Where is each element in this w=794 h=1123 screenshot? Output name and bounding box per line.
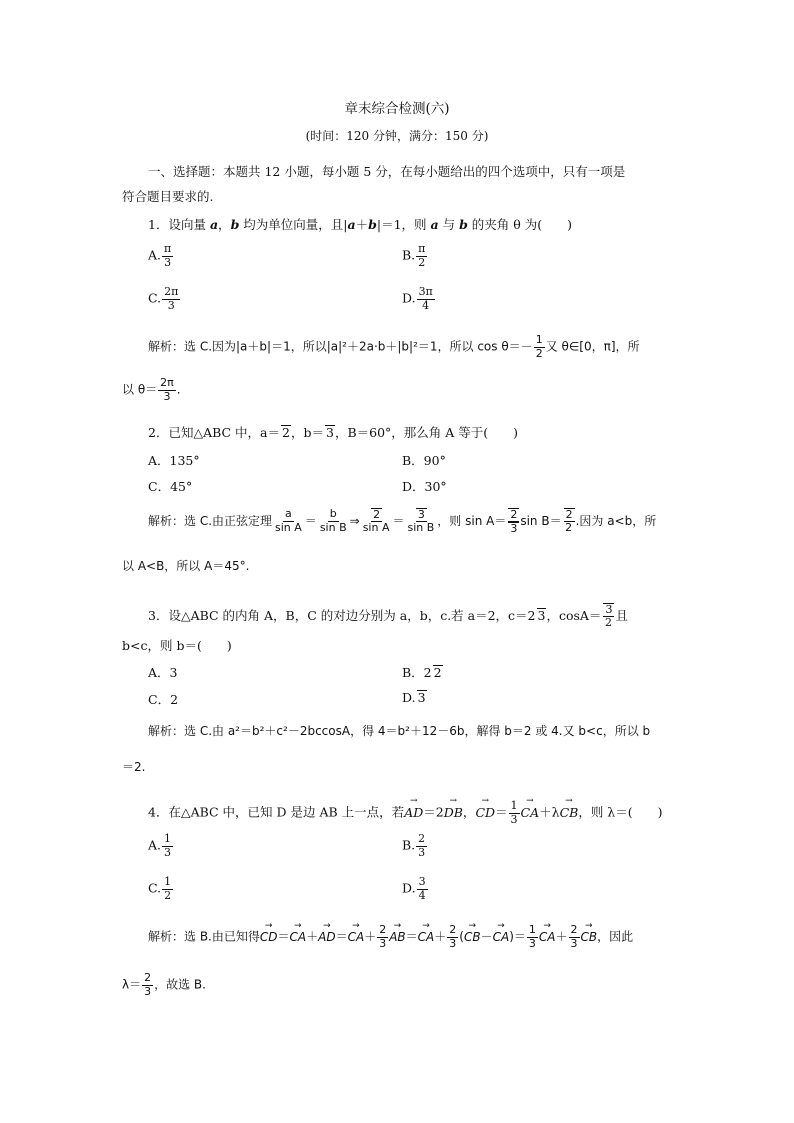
q2-option-b: B．90° <box>402 453 446 468</box>
section-heading-line1: 一、选择题：本题共 12 小题，每小题 5 分，在每小题给出的四个选项中，只有一项是 <box>148 164 626 179</box>
q4-solution-line1: 解析：选 B.由已知得→ CD＝→ CA＋→ AD＝→ CA＋ $\frac{2}{3}$ → AB＝→ CA＋ $\frac{2}{3}$ (→ CB－→ CA)＝ $\frac{1}{3}$ → CA＋ $\frac{2}{3}$ → CB，因此 <box>148 924 633 950</box>
q1-option-a: A. $\frac{\pi}{3}$ <box>148 242 172 269</box>
q1-option-c: C. $\frac{2\pi}{3}$ <box>148 285 179 312</box>
q3-option-c: C．2 <box>148 692 179 707</box>
q2-stem: 2．已知△ABC 中，a＝ 2，b＝ 3，B＝60°，那么角 A 等于( ) <box>148 425 519 440</box>
q3-option-d: D. 3 <box>402 690 426 705</box>
section-heading-line2: 符合题目要求的. <box>122 189 214 204</box>
q4-option-d: D. $\frac{3}{4}$ <box>402 875 426 902</box>
q1-solution-line1: 解析：选 C.因为|a＋b|＝1，所以|a|²＋2a·b＋|b|²＝1，所以 cos θ＝－ $\frac{1}{2}$ 又 θ∈[0，π]，所 <box>148 333 640 360</box>
q1-solution-line2: 以 θ＝ $\frac{2\pi}{3}$ . <box>122 376 181 403</box>
q3-option-b: B．2 2 <box>402 665 442 680</box>
page-title: 章末综合检测(六) <box>344 101 450 117</box>
q3-solution-line1: 解析：选 C.由 a²＝b²＋c²－2bccosA，得 4＝b²＋12－6b，解得 b＝2 或 4.又 b<c，所以 b <box>148 724 651 738</box>
q1-option-b: B. $\frac{\pi}{2}$ <box>402 242 426 269</box>
q2-option-c: C．45° <box>148 479 193 494</box>
q3-stem-line1: 3．设△ABC 的内角 A，B，C 的对边分别为 a，b，c.若 a＝2，c＝2 3，cosA＝ $\frac{3}{2}$ 且 <box>148 603 628 630</box>
q4-option-a: A. $\frac{1}{3}$ <box>148 832 172 859</box>
q2-option-a: A．135° <box>148 453 200 468</box>
q2-option-d: D．30° <box>402 479 447 494</box>
q4-option-b: B. $\frac{2}{3}$ <box>402 832 426 859</box>
q4-stem: 4．在△ABC 中，已知 D 是边 AB 上一点，若→ AD＝2→ DB，→ CD＝ $\frac{1}{3}$ → CA＋λ→ CB，则 λ＝( ) <box>148 800 662 826</box>
q4-option-c: C. $\frac{1}{2}$ <box>148 875 172 902</box>
q3-solution-line2: ＝2. <box>122 760 146 774</box>
q1-stem: 1．设向量 a，b 均为单位向量，且|a＋b|＝1，则 a 与 b 的夹角 θ 为( ) <box>148 217 573 232</box>
q3-option-a: A．3 <box>148 665 178 680</box>
q3-stem-line2: b<c，则 b＝( ) <box>122 638 232 653</box>
page-subtitle: (时间：120 分钟，满分：150 分) <box>305 129 489 143</box>
q2-solution-line2: 以 A<B，所以 A＝45°. <box>122 559 250 573</box>
q4-solution-line2: λ＝ $\frac{2}{3}$ ，故选 B. <box>122 971 206 998</box>
q2-solution-line1: 解析：选 C.由正弦定理 $\frac{a}{\text{sin A}}$ ＝ $\frac{b}{\text{sin B}}$ ⇒ $\frac{2}{\text{sin A}}$ ＝ $\frac{3}{\text{sin B}}$ ，则 sin A＝ $\frac{2}{3}$ sin B＝ $\frac{2}{2}$ .因为 a<b，所 <box>148 507 657 536</box>
q1-option-d: D. $\frac{3\pi}{4}$ <box>402 285 433 312</box>
